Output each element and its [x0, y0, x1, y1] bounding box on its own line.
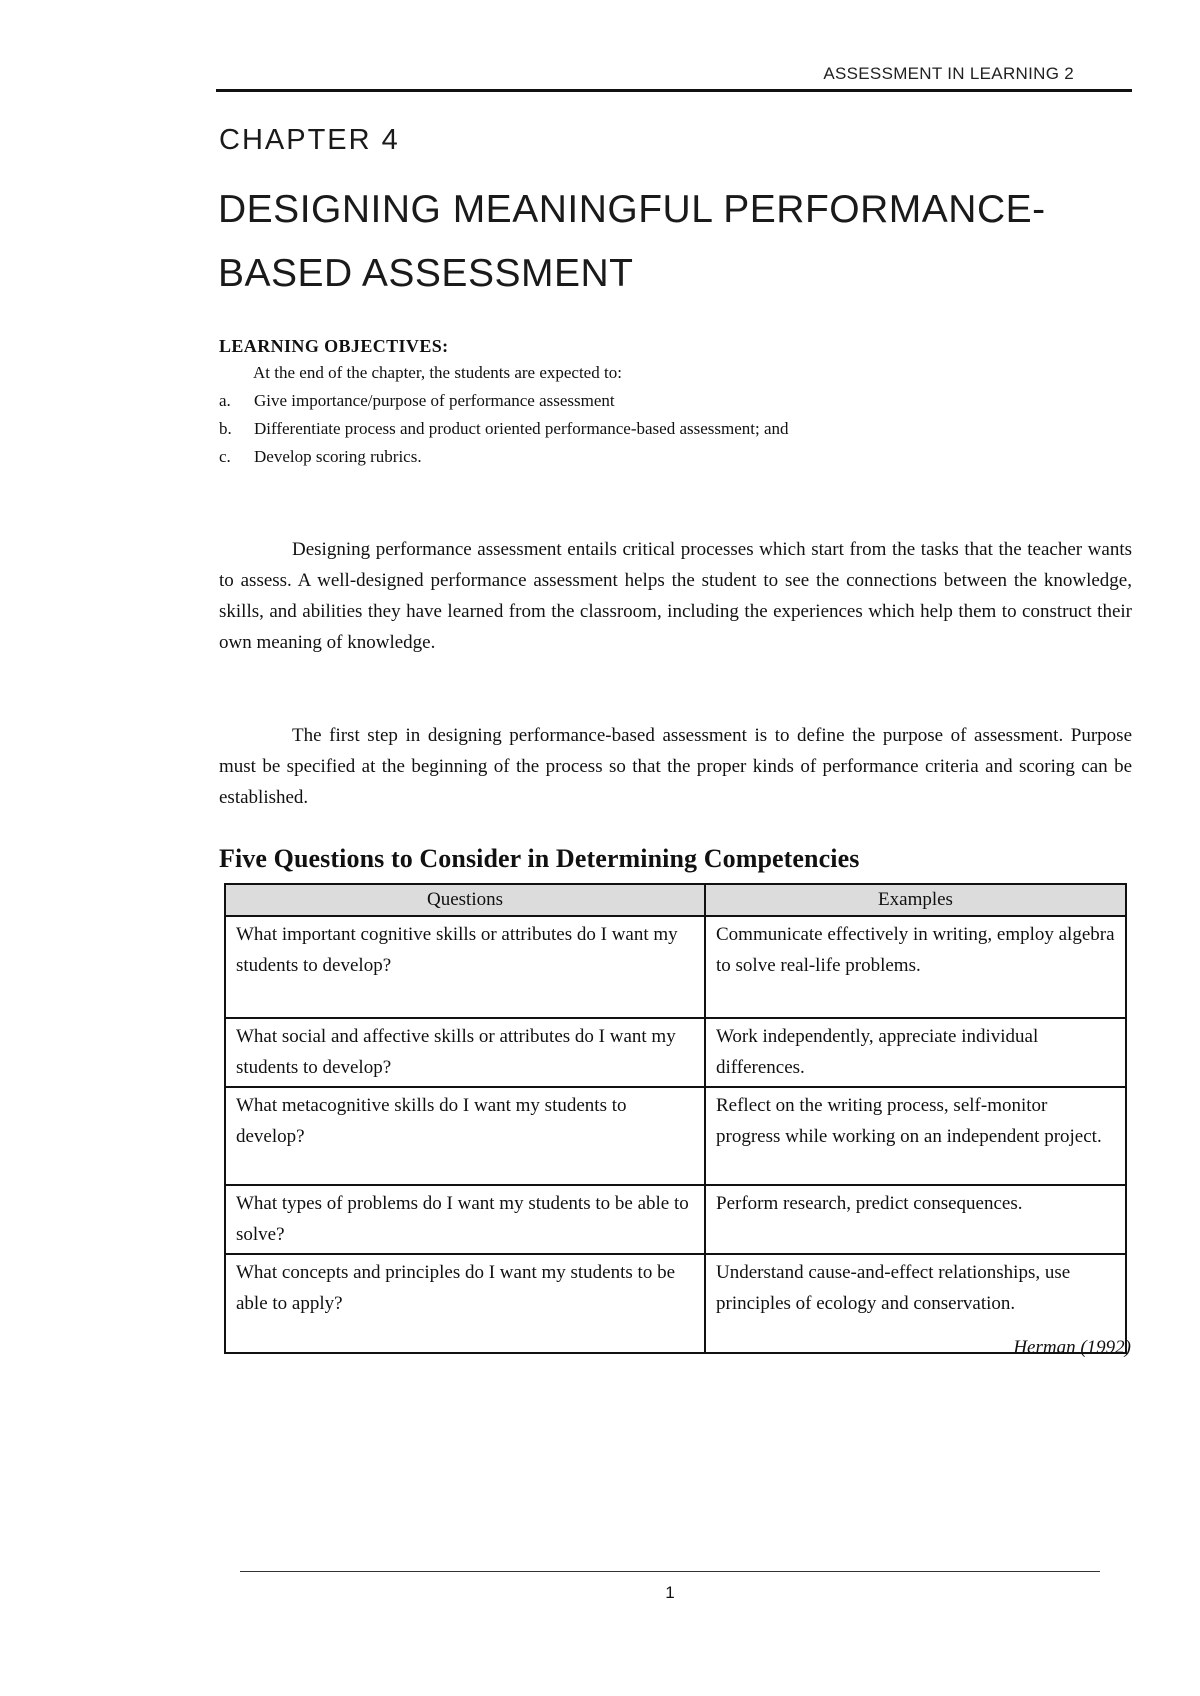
competency-table — [224, 883, 1127, 1354]
objectives-intro: At the end of the chapter, the students are expected to: — [253, 363, 622, 382]
question-cell: What concepts and principles do I want my students to be able to apply? — [225, 1254, 705, 1353]
chapter-title-line1: DESIGNING MEANINGFUL PERFORMANCE- — [218, 188, 1046, 231]
footer-rule — [240, 1571, 1100, 1572]
objectives-list — [219, 387, 1119, 471]
chapter-title — [218, 178, 1118, 306]
objective-text: Differentiate process and product oriented performance-based assessment; and — [254, 419, 789, 438]
chapter-label: CHAPTER 4 — [219, 124, 400, 156]
learning-objectives — [219, 333, 1119, 471]
example-cell: Reflect on the writing process, self-monitor progress while working on an independent project. — [705, 1087, 1126, 1185]
body-paragraph-2: The first step in designing performance-based assessment is to define the purpose of assessment. Purpose must be specified at the beginning of the process so that the proper kinds of performance criteria and scoring can be established. — [219, 725, 1132, 808]
objective-item — [219, 443, 1119, 471]
objective-item — [219, 387, 1119, 415]
example-cell: Perform research, predict consequences. — [705, 1185, 1126, 1254]
column-header-questions: Questions — [225, 884, 705, 916]
running-header: ASSESSMENT IN LEARNING 2 — [823, 64, 1074, 83]
example-cell: Communicate effectively in writing, employ algebra to solve real-life problems. — [705, 916, 1126, 1018]
table-row — [225, 1018, 1126, 1087]
question-cell: What metacognitive skills do I want my students to develop? — [225, 1087, 705, 1185]
objective-text: Develop scoring rubrics. — [254, 447, 422, 466]
table-header-row — [225, 884, 1126, 916]
table-row — [225, 1087, 1126, 1185]
table-row — [225, 1254, 1126, 1353]
question-cell: What types of problems do I want my students to be able to solve? — [225, 1185, 705, 1254]
objectives-heading: LEARNING OBJECTIVES: — [219, 336, 449, 356]
chapter-title-line2: BASED ASSESSMENT — [218, 252, 634, 295]
example-cell: Work independently, appreciate individual differences. — [705, 1018, 1126, 1087]
objective-marker: c. — [219, 447, 231, 466]
table-row — [225, 916, 1126, 1018]
question-cell: What important cognitive skills or attributes do I want my students to develop? — [225, 916, 705, 1018]
objective-item — [219, 415, 1119, 443]
table-heading: Five Questions to Consider in Determining Competencies — [219, 844, 860, 873]
objective-text: Give importance/purpose of performance assessment — [254, 391, 615, 410]
example-cell: Understand cause-and-effect relationships, use principles of ecology and conservation. — [705, 1254, 1126, 1353]
objective-marker: b. — [219, 419, 232, 438]
column-header-examples: Examples — [705, 884, 1126, 916]
table-citation: Herman (1992) — [1013, 1337, 1131, 1358]
page-number: 1 — [665, 1583, 675, 1602]
question-cell: What social and affective skills or attributes do I want my students to develop? — [225, 1018, 705, 1087]
header-rule — [216, 89, 1132, 92]
objective-marker: a. — [219, 391, 231, 410]
body-paragraph-1: Designing performance assessment entails critical processes which start from the tasks that the teacher wants to assess. A well-designed performance assessment helps the student to see the connections between the knowledge, skills, and abilities they have learned from the classroom, including the experiences which help them to construct their own meaning of knowledge. — [219, 539, 1132, 653]
table-row — [225, 1185, 1126, 1254]
